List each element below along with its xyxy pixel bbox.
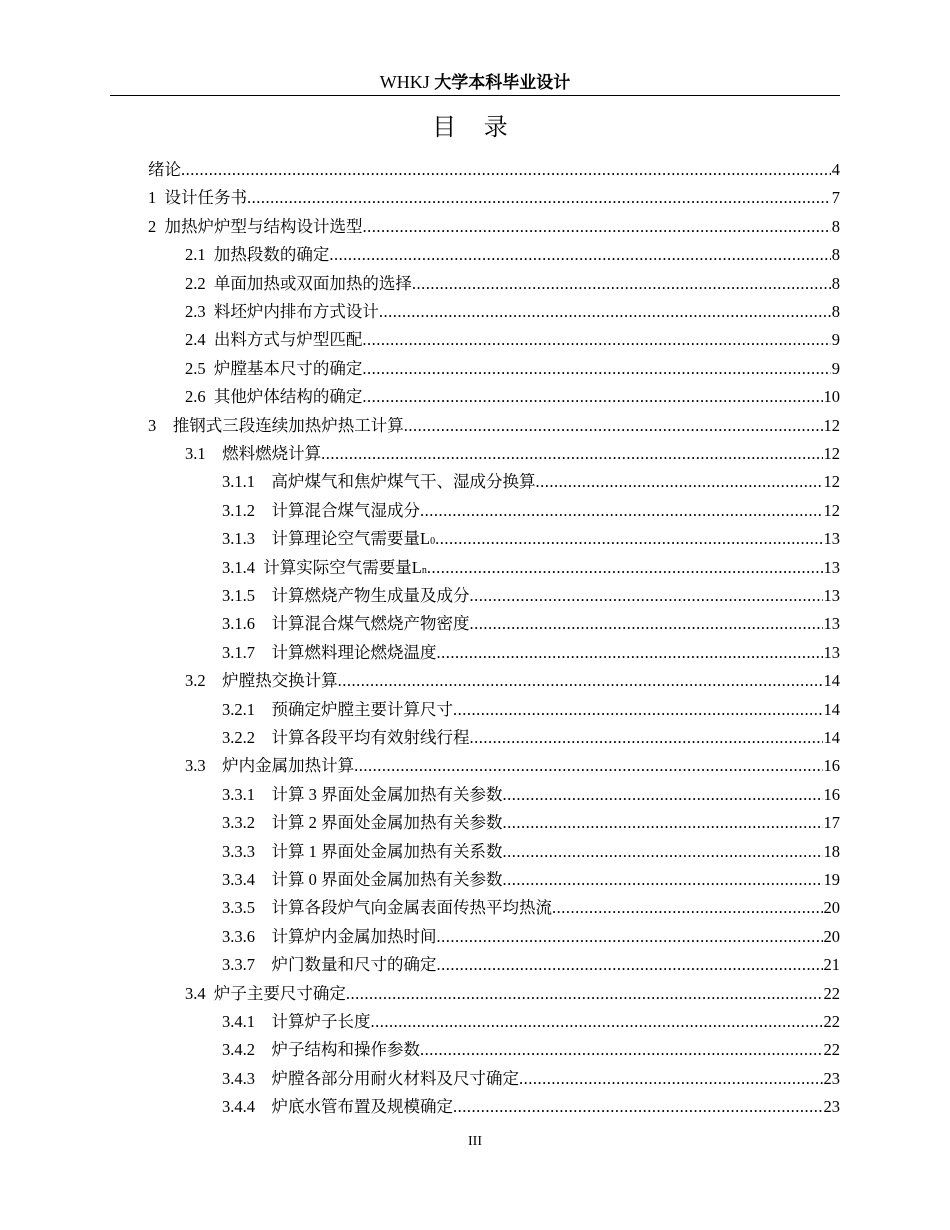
toc-entry-title: 3.3.7 炉门数量和尺寸的确定 [222, 955, 437, 975]
toc-entry-title: 3.4.3 炉膛各部分用耐火材料及尺寸确定 [222, 1068, 519, 1088]
toc-entry[interactable] [0, 383, 950, 411]
toc-entry-page: 8 [831, 245, 840, 265]
toc-entry-page: 13 [823, 586, 840, 605]
toc-entry-page: 16 [823, 756, 840, 776]
page-number: III [468, 1134, 482, 1149]
toc-entry[interactable] [0, 809, 950, 837]
toc-entry[interactable] [0, 213, 950, 241]
toc-entry-title: 3.1.5 计算燃烧产物生成量及成分 [222, 586, 470, 605]
toc-entry[interactable] [0, 667, 950, 695]
toc-entry[interactable] [0, 696, 950, 724]
toc-entry-title: 3.1.3 计算理论空气需要量L [222, 529, 431, 549]
toc-entry[interactable]: 3.1.3 计算理论空气需要量L 0 ..... 13 [0, 525, 950, 553]
dot-leader [181, 156, 831, 184]
toc-entry[interactable] [0, 639, 950, 667]
toc-entry-title: 2.6 其他炉体结构的确定 [185, 387, 363, 407]
toc-entry-page: 22 [823, 1040, 840, 1060]
toc-entry[interactable] [0, 270, 950, 298]
toc-entry-page: 22 [823, 983, 840, 1003]
toc-entry-title: 3.1.6 计算混合煤气燃烧产物密度 [222, 614, 470, 634]
toc-entry[interactable] [0, 1036, 950, 1064]
toc-entry-page: 13 [823, 642, 840, 662]
toc-entry[interactable] [0, 412, 950, 440]
toc-entry[interactable] [0, 781, 950, 809]
dot-leader [470, 724, 823, 752]
toc-entry[interactable] [0, 610, 950, 638]
dot-leader [519, 1065, 823, 1093]
toc-entry-page: 20 [823, 898, 840, 918]
toc-entry-page: 8 [831, 216, 840, 236]
header-title: 大学本科毕业设计 [434, 73, 571, 93]
dot-leader [362, 383, 822, 411]
toc-entry-page: 9 [831, 358, 840, 378]
toc-entry[interactable]: 3.1.4 计算实际空气需要量L n ..... 13 [0, 554, 950, 582]
toc-entry-title: 2.3 料坯炉内排布方式设计 [185, 302, 379, 321]
toc-entry-title: 3.4.1 计算炉子长度 [222, 1012, 371, 1031]
dot-leader [404, 412, 823, 440]
dot-leader [412, 270, 831, 298]
toc-entry[interactable] [0, 355, 950, 383]
toc-entry[interactable] [0, 1065, 950, 1093]
toc-entry-page: 9 [831, 330, 840, 350]
dot-leader [437, 639, 823, 667]
dot-leader [362, 326, 830, 354]
toc-entry-title: 3.3.2 计算 2 界面处金属加热有关参数 [222, 813, 503, 833]
toc-entry[interactable] [0, 298, 950, 326]
dot-leader [420, 497, 823, 525]
toc-entry-page: 8 [831, 273, 840, 293]
toc-entry-title: 3.1.2 计算混合煤气湿成分 [222, 500, 420, 520]
dot-leader [453, 696, 823, 724]
dot-leader [536, 468, 823, 496]
header-latin: WHKJ [379, 72, 435, 92]
toc-entry-title: 3.1.4 计算实际空气需要量L [222, 557, 422, 577]
toc-entry[interactable] [0, 724, 950, 752]
dot-leader [503, 781, 823, 809]
toc-entry-page: 17 [823, 813, 840, 833]
toc-entry-page: 14 [823, 671, 840, 691]
dot-leader [503, 838, 823, 866]
toc-entry[interactable] [0, 1008, 950, 1036]
toc-entry-title: 3.1.1 高炉煤气和焦炉煤气干、湿成分换算 [222, 472, 536, 492]
toc-entry[interactable] [0, 894, 950, 922]
toc-entry-page: 22 [823, 1012, 840, 1031]
dot-leader [552, 894, 823, 922]
dot-leader [503, 809, 823, 837]
toc-entry-title: 3.1.7 计算燃料理论燃烧温度 [222, 642, 437, 662]
toc-entry-title: 1 设计任务书 [148, 188, 247, 208]
toc-entry-page: 19 [823, 870, 840, 889]
toc-entry-title: 3.4.2 炉子结构和操作参数 [222, 1040, 420, 1060]
toc-entry-title: 3.3.5 计算各段炉气向金属表面传热平均热流 [222, 898, 552, 918]
dot-leader [321, 440, 822, 468]
dot-leader [427, 554, 823, 582]
toc-entry-page: 8 [831, 302, 840, 321]
toc-entry-page: 13 [823, 614, 840, 634]
toc-entry-title: 2.4 出料方式与炉型匹配 [185, 330, 363, 350]
toc-entry[interactable] [0, 241, 950, 269]
toc-entry-page: 21 [823, 955, 840, 975]
dot-leader [453, 1093, 823, 1121]
toc-entry-title: 3.2.2 计算各段平均有效射线行程 [222, 728, 470, 747]
toc-entry-title: 3.3.1 计算 3 界面处金属加热有关参数 [222, 784, 503, 804]
toc-entry-title: 3.3.6 计算炉内金属加热时间 [222, 926, 437, 946]
toc-title: 目 录 [432, 113, 518, 141]
toc-entry-page: 23 [823, 1068, 840, 1088]
toc-entry-page: 14 [823, 728, 840, 747]
dot-leader [420, 1036, 823, 1064]
toc-entry[interactable] [0, 980, 950, 1008]
toc-entry[interactable] [0, 497, 950, 525]
toc-entry-page: 13 [823, 557, 840, 577]
dot-leader [435, 525, 822, 553]
toc-entry-page: 16 [823, 784, 840, 804]
toc-entry-page: 13 [823, 529, 840, 549]
toc-entry-title: 3.1 燃料燃烧计算 [185, 444, 322, 463]
toc-entry[interactable] [0, 440, 950, 468]
toc-entry-title: 2.1 加热段数的确定 [185, 245, 330, 265]
toc-entry-title: 绪论 [148, 160, 181, 179]
toc-entry-page: 12 [823, 500, 840, 520]
dot-leader [437, 951, 823, 979]
dot-leader [470, 582, 823, 610]
dot-leader [437, 923, 823, 951]
dot-leader [362, 355, 830, 383]
toc-entry-page: 10 [823, 387, 840, 407]
toc-entry[interactable] [0, 156, 950, 184]
toc-entry-title: 3.2.1 预确定炉膛主要计算尺寸 [222, 699, 453, 719]
toc-entry[interactable] [0, 468, 950, 496]
dot-leader [371, 1008, 823, 1036]
dot-leader [379, 298, 831, 326]
toc-entry-page: 12 [823, 444, 840, 463]
toc-entry-page: 18 [823, 841, 840, 861]
toc-entry-title: 3.4 炉子主要尺寸确定 [185, 983, 346, 1003]
dot-leader [470, 610, 823, 638]
toc-entry[interactable] [0, 923, 950, 951]
toc-entry-page: 12 [823, 472, 840, 492]
dot-leader [247, 184, 831, 212]
toc-entry-page: 12 [823, 415, 840, 435]
toc-entry-page: 20 [823, 926, 840, 946]
toc-entry-page: 14 [823, 699, 840, 719]
toc-entry-title: 3.3 炉内金属加热计算 [185, 756, 355, 776]
dot-leader [346, 980, 823, 1008]
toc-entry-page: 7 [831, 188, 840, 208]
toc-entry-page: 23 [823, 1097, 840, 1117]
toc-entry-title: 2.5 炉膛基本尺寸的确定 [185, 358, 363, 378]
toc-entry[interactable] [0, 838, 950, 866]
dot-leader [338, 667, 823, 695]
toc-entry-title: 3.4.4 炉底水管布置及规模确定 [222, 1097, 453, 1117]
toc-entry-title: 2.2 单面加热或双面加热的选择 [185, 273, 412, 293]
dot-leader [363, 213, 831, 241]
dot-leader [503, 866, 823, 894]
toc-entry[interactable] [0, 1093, 950, 1121]
toc-entry[interactable] [0, 866, 950, 894]
toc-entry-title: 3.2 炉膛热交换计算 [185, 671, 338, 691]
toc-entry-title: 3 推钢式三段连续加热炉热工计算 [148, 415, 404, 435]
toc-entry[interactable] [0, 326, 950, 354]
page-header [110, 70, 840, 96]
toc-entry[interactable] [0, 752, 950, 780]
dot-leader [354, 752, 822, 780]
toc-entry[interactable] [0, 951, 950, 979]
toc-entry[interactable] [0, 582, 950, 610]
dot-leader [329, 241, 830, 269]
toc-entry-title: 3.3.3 计算 1 界面处金属加热有关系数 [222, 841, 503, 861]
toc-entry[interactable] [0, 184, 950, 212]
toc-entry-title: 3.3.4 计算 0 界面处金属加热有关参数 [222, 870, 503, 889]
toc-entry-title: 2 加热炉炉型与结构设计选型 [148, 216, 363, 236]
toc-entry-page: 4 [831, 160, 840, 179]
